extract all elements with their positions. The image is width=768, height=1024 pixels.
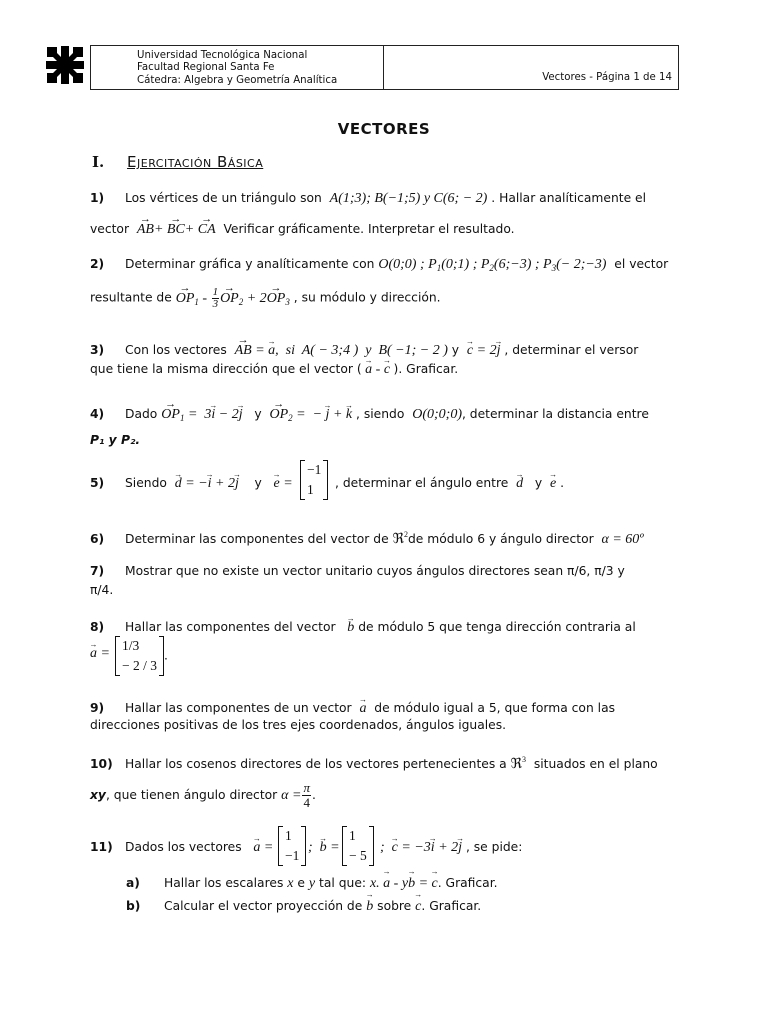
exercise-text: , su módulo y dirección. xyxy=(293,290,441,305)
exercise-text: y xyxy=(254,476,262,490)
exercise-text: Dados los vectores xyxy=(125,840,242,854)
exercise-text: Hallar las componentes del vector xyxy=(125,620,336,634)
faculty-name: Facultad Regional Santa Fe xyxy=(137,62,275,74)
page-info: Vectores - Página 1 de 14 xyxy=(542,72,672,83)
plane-label: xy xyxy=(90,788,106,802)
exercise-text: resultante de xyxy=(90,290,172,305)
vector-a-matrix: 1/3 − 2 / 3 xyxy=(115,636,164,676)
exercise-number: 8) xyxy=(90,620,105,634)
exercise-number: 3) xyxy=(90,343,105,357)
exercise-number: 6) xyxy=(90,532,105,546)
section-name: Ejercitación Básica xyxy=(127,153,264,171)
exercise-text: Dado xyxy=(125,407,158,421)
exercise-number: 10) xyxy=(90,757,113,771)
exercise-text: de módulo 5 que tenga dirección contraria al xyxy=(358,620,636,634)
op2-expression: → $OP_2$ = − → j + → k xyxy=(269,407,352,422)
exercise-text: Hallar las componentes de un vector xyxy=(125,701,352,715)
exercise-11-item-a: a) Hallar los escalares x e y tal que: x. → a - y→ b = → c. Graficar. xyxy=(126,876,498,892)
triangle-points: A(1;3); B(−1;5) y C(6; − 2) xyxy=(329,191,488,206)
page-info-cell xyxy=(384,46,678,89)
item-text: Hallar los escalares xyxy=(164,876,284,890)
exercise-number: 7) xyxy=(90,564,105,578)
chair-name: Cátedra: Algebra y Geometría Analítica xyxy=(137,74,338,86)
institution-info xyxy=(91,46,384,89)
section-heading xyxy=(92,153,263,171)
exercise-text: Determinar gráfica y analíticamente con xyxy=(125,257,375,271)
item-text: tal que: xyxy=(319,876,367,890)
exercise-text: . Hallar analíticamente el xyxy=(491,191,647,205)
exercise-number: 5) xyxy=(90,476,105,490)
exercise-text: y xyxy=(254,407,262,421)
vector-definitions: → AB = → a, si A( − 3;4 ) y B( −1; − 2 ) xyxy=(235,343,448,358)
exercise-11-item-b: b) Calcular el vector proyección de → b sobre → c. Graficar. xyxy=(126,899,481,915)
exercise-text: Los vértices de un triángulo son xyxy=(125,191,322,205)
exercise-text: . xyxy=(560,476,565,490)
item-text: Calcular el vector proyección de xyxy=(164,899,363,913)
exercise-number: 1) xyxy=(90,191,105,205)
exercise-text: π/4. xyxy=(90,583,114,597)
exercise-text: Siendo xyxy=(125,476,167,490)
university-name: Universidad Tecnológica Nacional xyxy=(137,50,308,61)
exercise-text: Mostrar que no existe un vector unitario cuyos ángulos directores sean π/6, π/3 y xyxy=(125,564,625,578)
exercise-text: Verificar gráficamente. Interpretar el resultado. xyxy=(223,222,515,236)
points-list: O(0;0) ; $P_1(0;1)$ ; $P_2(6;-3)$ ; $P_3(-$ 2;−3) xyxy=(378,257,607,273)
section-number: I. xyxy=(92,153,105,171)
exercise-text: direcciones positivas de los tres ejes coordenados, ángulos iguales. xyxy=(90,718,507,732)
exercise-text: y xyxy=(534,476,543,490)
page-header xyxy=(90,45,679,90)
page-title: VECTORES xyxy=(337,120,431,138)
item-text: sobre xyxy=(377,899,412,913)
exercise-text: ). Graficar. xyxy=(393,362,459,376)
exercise-text: , determinar el ángulo entre xyxy=(335,476,509,490)
vector-sum: → AB+ → BC+ → CA xyxy=(137,222,216,237)
exercise-text: , determinar el versor xyxy=(504,343,639,357)
item-text: . Graficar. xyxy=(437,876,498,890)
exercise-text: el vector xyxy=(614,257,669,271)
exercise-text: Hallar los cosenos directores de los vectores pertenecientes a xyxy=(125,757,507,771)
exercise-number: 11) xyxy=(90,840,113,854)
item-text: . Graficar. xyxy=(421,899,482,913)
exercise-text: , siendo xyxy=(356,407,405,421)
exercise-text: , que tienen ángulo director xyxy=(105,788,278,802)
exercise-number: 9) xyxy=(90,701,105,715)
exercise-text: , se pide: xyxy=(465,840,523,854)
resultant-expression: → $OP_1$ - $\frac{1}{3}$ → $OP_2 + 2\to OP_3$ xyxy=(176,291,290,306)
utn-logo xyxy=(43,43,87,87)
exercise-text: vector xyxy=(90,222,130,236)
op1-expression: → $OP_1 = 3\to i - 2\to j$ xyxy=(161,407,242,422)
points-label: P₁ y P₂. xyxy=(90,433,141,447)
vector-e-matrix: −1 1 xyxy=(300,460,328,500)
exercise-text: Con los vectores xyxy=(125,343,227,357)
exercise-text: , determinar la distancia entre xyxy=(461,407,649,421)
exercise-text: situados en el plano xyxy=(533,757,658,771)
vector-a-matrix: 1 −1 xyxy=(278,826,306,866)
item-label: a) xyxy=(126,876,140,890)
exercise-text: de módulo igual a 5, que forma con las xyxy=(374,701,616,715)
vector-b-matrix: 1 − 5 xyxy=(342,826,374,866)
exercise-number: 4) xyxy=(90,407,105,421)
exercise-text: Determinar las componentes del vector de xyxy=(125,532,389,546)
exercise-number: 2) xyxy=(90,257,105,271)
exercise-text: que tiene la misma dirección que el vector ( xyxy=(90,362,362,376)
item-label: b) xyxy=(126,899,141,913)
exercise-text: de módulo 6 y ángulo director xyxy=(407,532,594,546)
